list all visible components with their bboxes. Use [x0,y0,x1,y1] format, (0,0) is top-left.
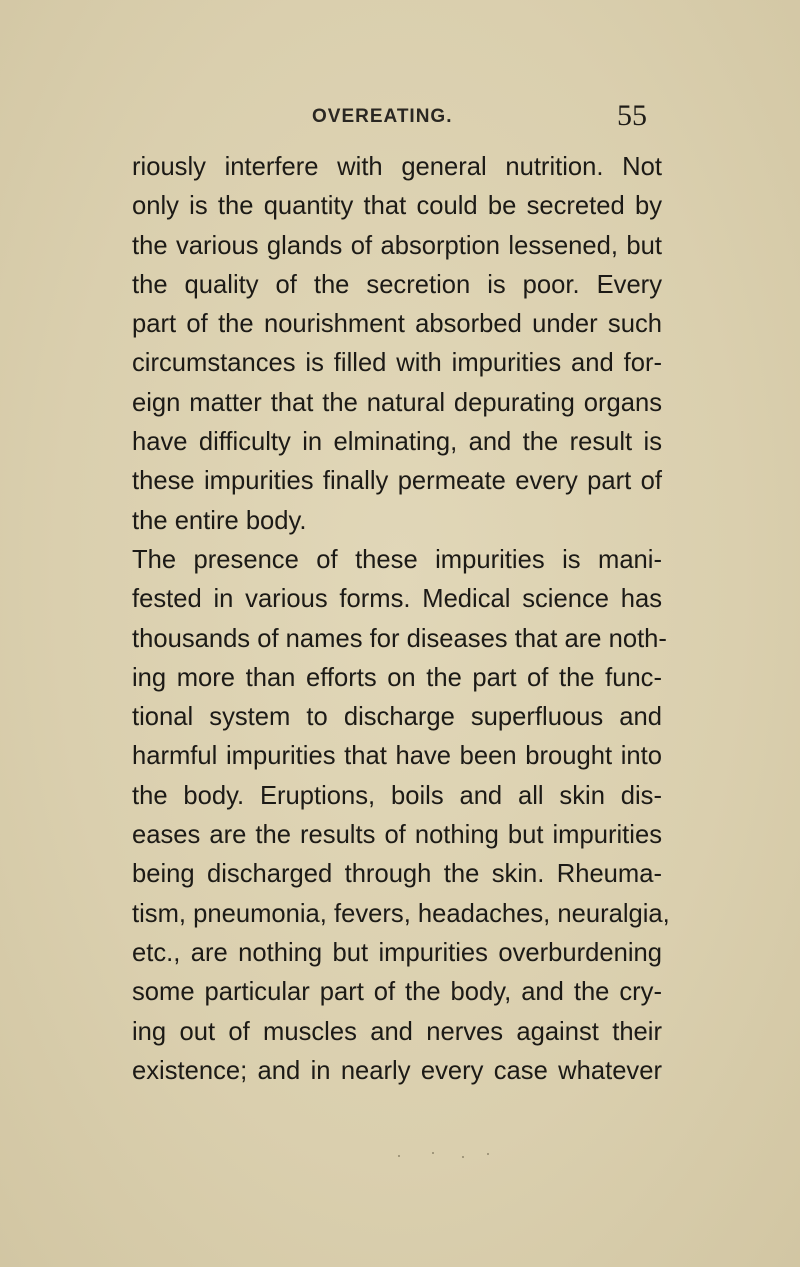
text-line: tional system to discharge superfluous and [132,703,662,732]
text-line: the quality of the secretion is poor. Every [132,270,662,299]
text-line: tism, pneumonia, fevers, headaches, neuralgia, [132,899,670,928]
text-line: eign matter that the natural depurating organs [132,388,662,417]
paragraph-first-line: The presence of these impurities is mani- [132,545,662,574]
paragraph-end-line: the entire body. [132,506,307,535]
paper-speck [432,1152,434,1154]
text-line: ing more than efforts on the part of the func- [132,663,662,692]
text-line: the various glands of absorption lessened, but [132,231,662,260]
text-line: have difficulty in elminating, and the result is [132,428,662,457]
text-line: these impurities finally permeate every part of [132,467,662,496]
text-line: riously interfere with general nutrition. Not [132,153,662,181]
text-line: etc., are nothing but impurities overburdening [132,938,662,967]
page-number: 55 [617,99,647,132]
text-line: existence; and in nearly every case whatever [132,1056,662,1085]
text-line: ing out of muscles and nerves against their [132,1017,662,1046]
running-title: OVEREATING. [312,106,453,127]
body-text [132,148,670,1091]
text-line: circumstances is filled with impurities and for- [132,349,662,378]
paper-speck [462,1156,464,1158]
text-line: some particular part of the body, and the cry- [132,978,662,1007]
paper-speck [487,1153,489,1155]
text-line: eases are the results of nothing but impurities [132,821,662,850]
text-line: thousands of names for diseases that are noth- [132,624,667,653]
text-line: only is the quantity that could be secreted by [132,192,662,221]
text-line: being discharged through the skin. Rheuma- [132,860,662,889]
text-line: the body. Eruptions, boils and all skin dis- [132,781,662,810]
paper-speck [398,1155,400,1157]
text-line: harmful impurities that have been brought into [132,742,662,771]
text-line: fested in various forms. Medical science has [132,585,662,614]
text-line: part of the nourishment absorbed under such [132,310,662,339]
